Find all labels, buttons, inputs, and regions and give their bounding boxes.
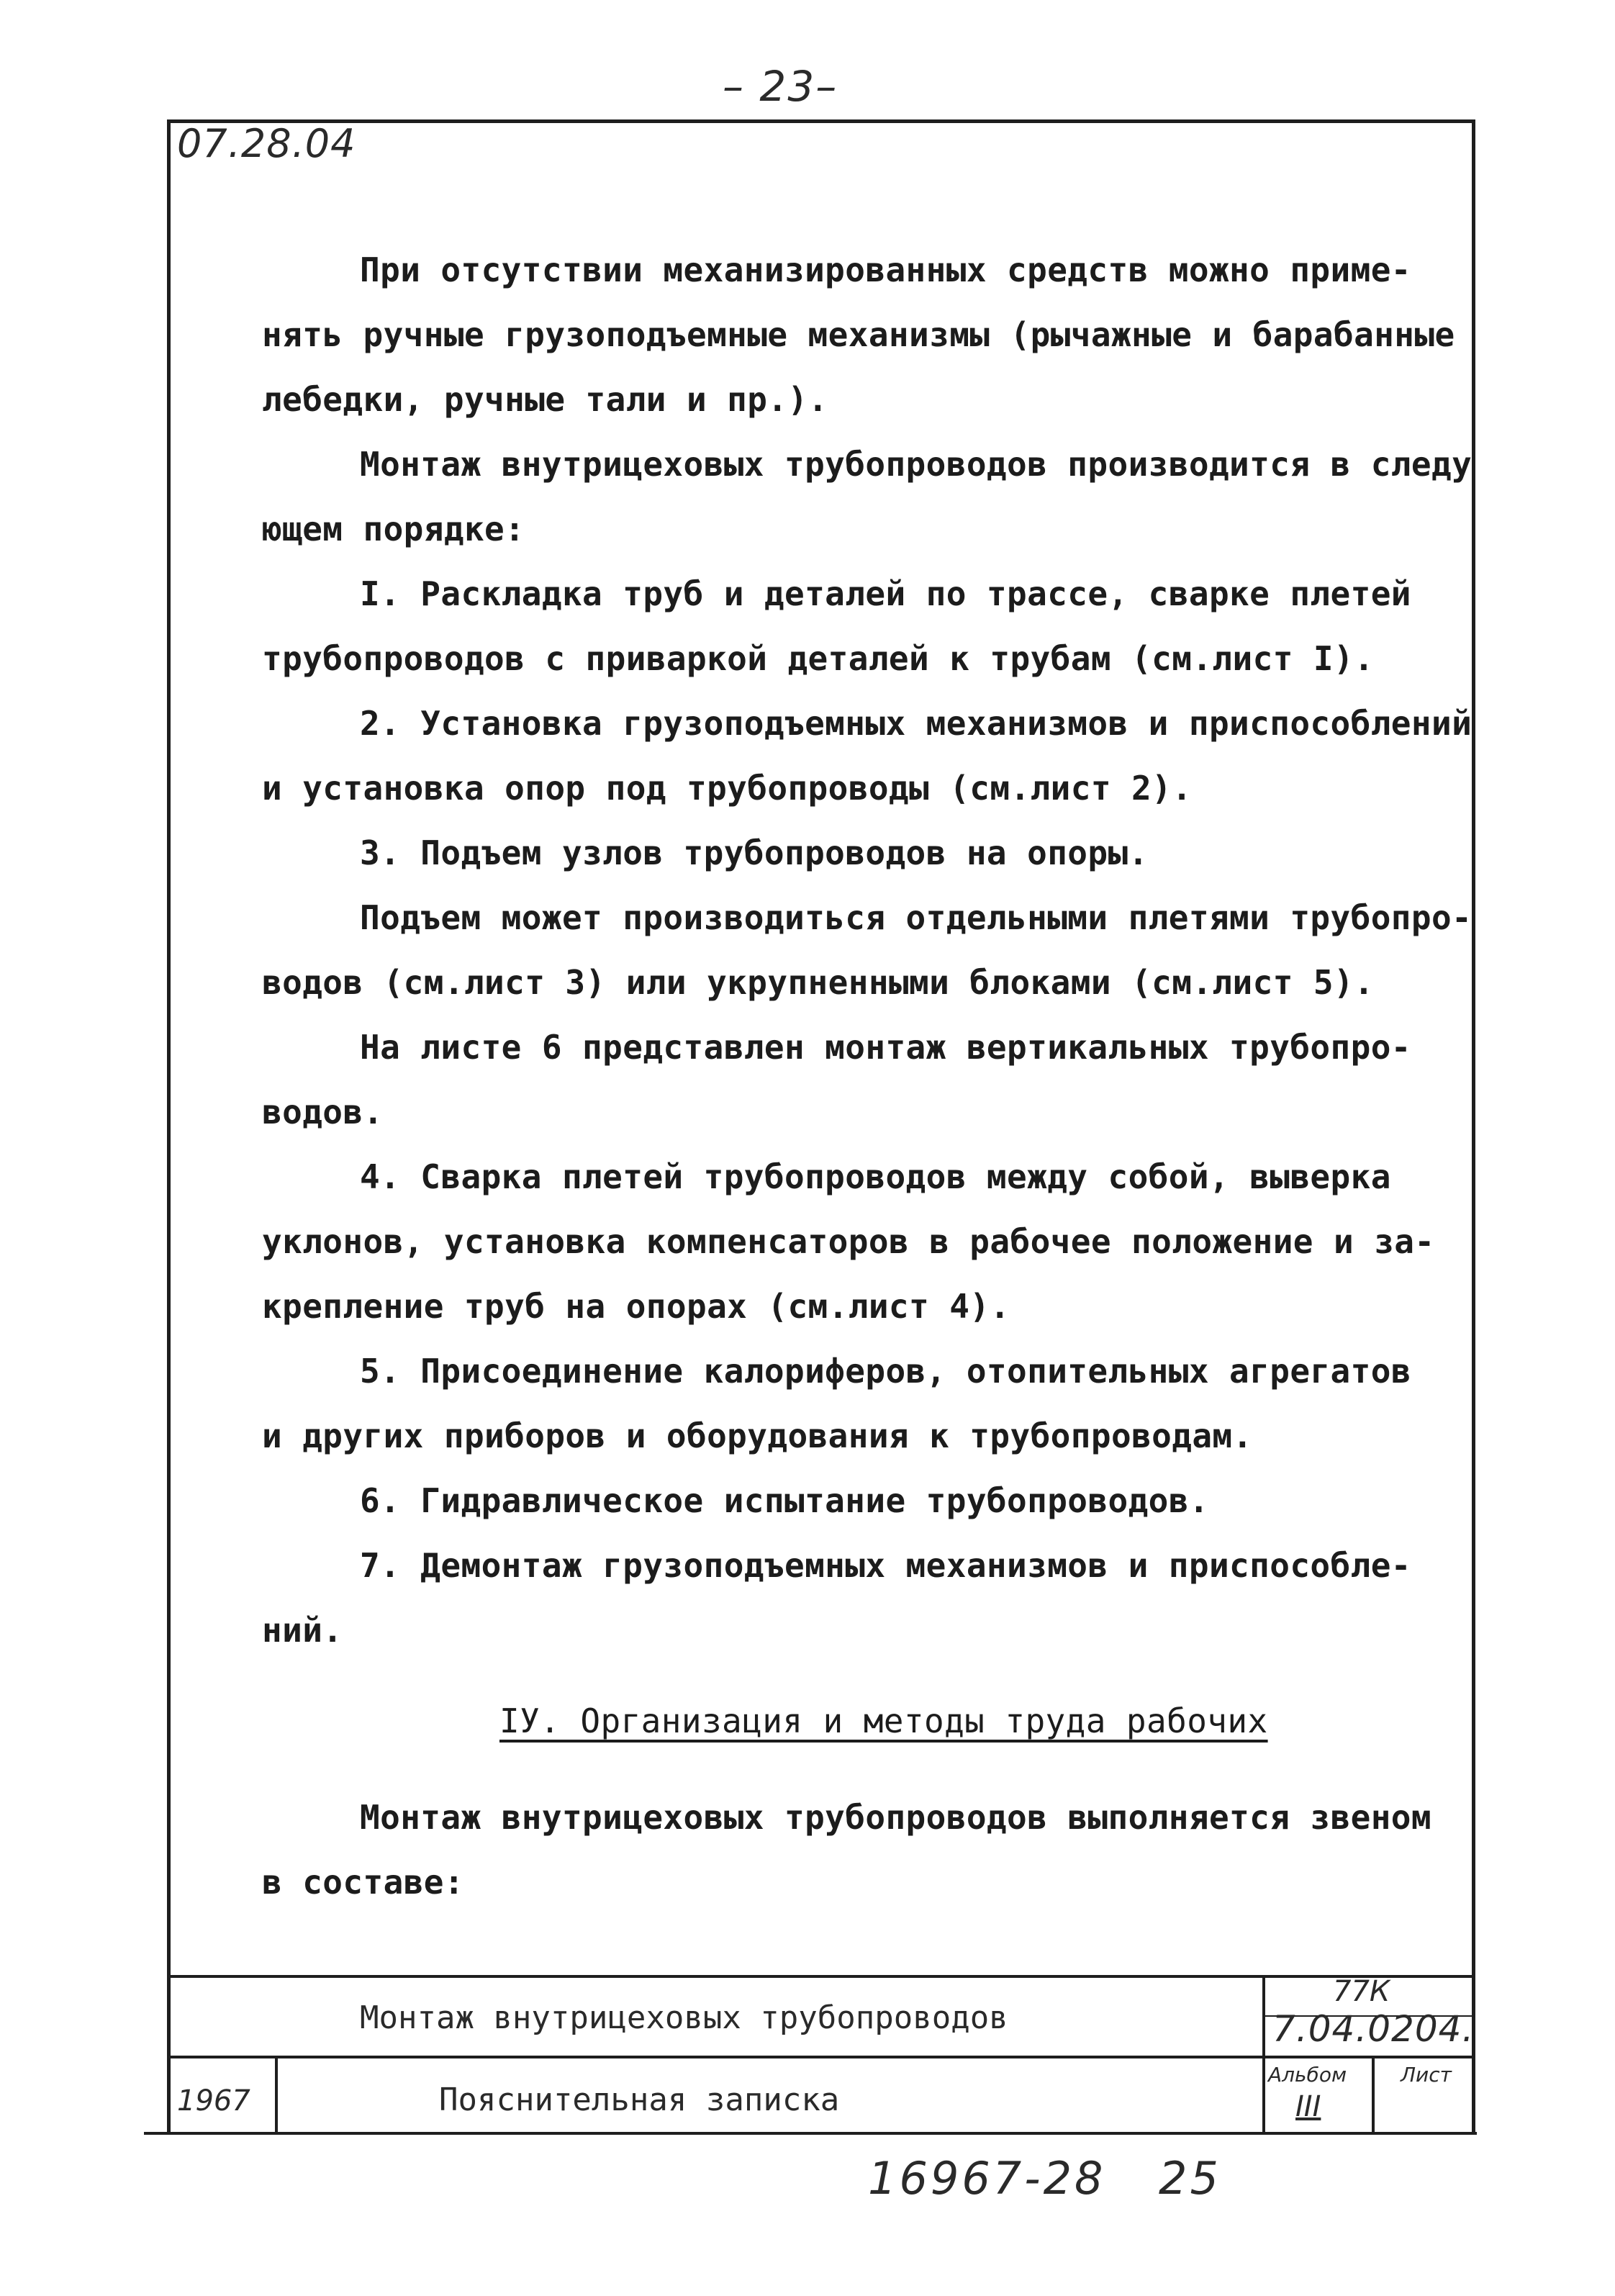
title-block-middle-rule [167, 2056, 1475, 2058]
body-text-line: ющем порядке: [262, 510, 525, 548]
body-text-line: Подъем может производиться отдельными плетями трубопро- [360, 898, 1472, 937]
stamp-number: 16967-28 [868, 2152, 1106, 2205]
body-text-line: и других приборов и оборудования к трубопроводам. [262, 1416, 1253, 1455]
body-text-line: уклонов, установка компенсаторов в рабочее положение и за- [262, 1222, 1435, 1261]
body-text-line: На листе 6 представлен монтаж вертикальных трубопро- [360, 1028, 1411, 1067]
title-block-series-code: 77К [1333, 1975, 1390, 2008]
title-block-doc-code: 7.04.0204. [1272, 2008, 1475, 2050]
body-text-line: 3. Подъем узлов трубопроводов на опоры. [360, 833, 1149, 872]
title-block-album-label: Альбом [1268, 2063, 1347, 2087]
page-frame-bottom-line [144, 2132, 1477, 2135]
title-block-title: Монтаж внутрицеховых трубопроводов [360, 1999, 1008, 2036]
body-text-line: 5. Присоединение калориферов, отопительных агрегатов [360, 1352, 1411, 1391]
body-text-line: 4. Сварка плетей трубопроводов между собой, выверка [360, 1157, 1391, 1196]
section-heading: IУ. Организация и методы труда рабочих [499, 1701, 1268, 1740]
body-text-line: 6. Гидравлическое испытание трубопроводов. [360, 1481, 1209, 1520]
title-block-year-divider [275, 2056, 278, 2133]
body-text-line: лебедки, ручные тали и пр.). [262, 380, 828, 419]
body-text-line: трубопроводов с приваркой деталей к трубам (см.лист I). [262, 639, 1375, 678]
closing-text-line: Монтаж внутрицеховых трубопроводов выполняется звеном [360, 1798, 1431, 1837]
body-text-line: водов (см.лист 3) или укрупненными блоками (см.лист 5). [262, 963, 1375, 1002]
body-text-line: крепление труб на опорах (см.лист 4). [262, 1287, 1010, 1326]
body-text-line: 7. Демонтаж грузоподъемных механизмов и приспособле- [360, 1546, 1411, 1585]
body-text-line: I. Раскладка труб и деталей по трассе, сварке плетей [360, 574, 1411, 613]
top-page-number: – 23– [723, 62, 838, 111]
title-block-sheet-divider [1372, 2058, 1375, 2133]
body-text-line: При отсутствии механизированных средств можно приме- [360, 250, 1411, 289]
title-block-album-value: III [1295, 2090, 1321, 2123]
title-block-year: 1967 [177, 2084, 250, 2118]
title-block-subtitle: Пояснительная записка [439, 2082, 840, 2118]
sheet-number: 25 [1159, 2152, 1221, 2205]
body-text-line: Монтаж внутрицеховых трубопроводов производится в следу [360, 445, 1472, 484]
paragraph-list [262, 238, 1472, 1663]
corner-code: 07.28.04 [177, 121, 356, 166]
title-block-sheet-label: Лист [1401, 2063, 1452, 2087]
document-body [262, 238, 1472, 1915]
body-text-line: нять ручные грузоподъемные механизмы (рычажные и барабанные [262, 315, 1455, 354]
body-text-line: и установка опор под трубопроводы (см.лист 2). [262, 769, 1193, 808]
title-block-top-rule [167, 1975, 1475, 1978]
closing-paragraph [262, 1785, 1457, 1915]
body-text-line: водов. [262, 1093, 384, 1131]
title-block-right-divider [1262, 1975, 1265, 2133]
body-text-line: 2. Установка грузоподъемных механизмов и приспособлений [360, 704, 1472, 743]
body-text-line: ний. [262, 1611, 343, 1650]
closing-text-line: в составе: [262, 1863, 464, 1902]
